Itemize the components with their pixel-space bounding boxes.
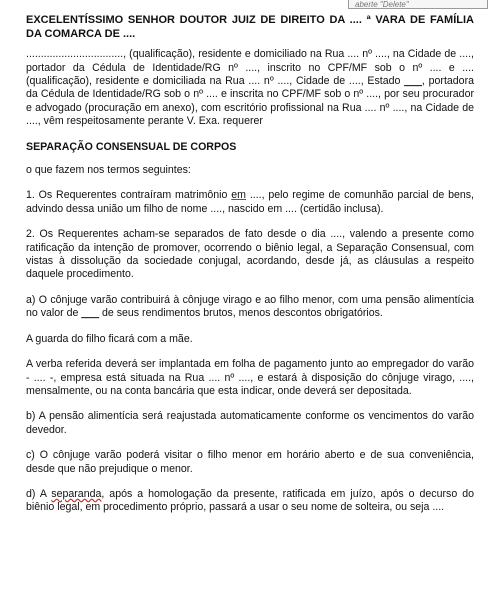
intro-paragraph bbox=[26, 48, 474, 128]
terms-intro: o que fazem nos termos seguintes: bbox=[26, 164, 191, 177]
clause-a bbox=[26, 294, 474, 321]
clause-a-blank: ___ bbox=[81, 307, 100, 320]
clause-d-text-b: , após a homologação da presente, ratificada em juízo, após o decurso do biênio legal, em procedimento próprio, passará a usar o seu nome de solteira, ou seja .... bbox=[26, 487, 474, 514]
clause-1-text-b: ...., pelo regime de comunhão parcial de bens, advindo dessa união um filho de nome ...., nascido em .... (certidão inclusa). bbox=[26, 189, 474, 215]
intro-text-1: ................................., (qualificação), residente e domiciliado na Rua .... nº ...., na Cidade de ...., portador da Cédula de Identidade/RG nº ...., inscrito no CPF/MF sob o nº .... e .... (qualificação), residente e domiciliada na Rua .... nº ...., Cidade de ...., Estado bbox=[26, 48, 474, 87]
clause-c: c) O cônjuge varão poderá visitar o filho menor em horário aberto e de sua conveniência, desde que não prejudique o menor. bbox=[26, 449, 474, 475]
intro-text-2: , portadora da Cédula de Identidade/RG sob o nº .... e inscrita no CPF/MF sob o nº ...., por seu procurador e advogado (procuração em anexo), com escritório profissional na Rua .... nº ...., na Cidade de ...., vêm respeitosamente perante V. Exa. requerer bbox=[26, 75, 474, 128]
clause-d-word: separanda bbox=[51, 487, 102, 500]
clause-1-text-a: 1. Os Requerentes contraíram matrimônio bbox=[26, 189, 232, 202]
intro-blank: ___ bbox=[404, 75, 422, 87]
section-title: SEPARAÇÃO CONSENSUAL DE CORPOS bbox=[26, 140, 237, 153]
guarda-paragraph: A guarda do filho ficará com a mãe. bbox=[26, 332, 193, 345]
clause-2: 2. Os Requerentes acham-se separados de fato desde o dia ...., valendo a presente como ratificação da intenção de promover, ocorrendo o biênio legal, a Separação Consensual, com vistas à dissolução da sociedade conjugal, acordando, desde já, as cláusulas a respeito daquele procedimento. bbox=[26, 228, 474, 281]
clause-d bbox=[26, 488, 474, 515]
verba-paragraph: A verba referida deverá ser implantada em folha de pagamento junto ao empregador do varão - .... -, empresa está situada na Rua .... nº ...., e estará à disposição do cônjuge virago, ...., mensalmente, ou na conta bancária que esta indicar, onde deverá ser depositada. bbox=[26, 358, 474, 397]
clause-a-text-a: a) O cônjuge varão contribuirá à cônjuge virago e ao filho menor, com uma pensão alimentícia no valor de bbox=[26, 293, 474, 320]
document-heading: EXCELENTÍSSIMO SENHOR DOUTOR JUIZ DE DIREITO DA .... ª VARA DE FAMÍLIA DA COMARCA DE .... bbox=[26, 14, 474, 40]
clause-b: b) A pensão alimentícia será reajustada automaticamente conforme os vencimentos do varão devedor. bbox=[26, 410, 474, 436]
clause-1 bbox=[26, 189, 474, 216]
clause-a-text-b: de seus rendimentos brutos, menos descontos obrigatórios. bbox=[99, 307, 383, 320]
document-body bbox=[26, 14, 474, 527]
clause-d-text-a: d) A bbox=[26, 487, 52, 500]
tooltip-tag: aberte "Delete" bbox=[348, 0, 488, 9]
clause-1-em: em bbox=[231, 189, 246, 202]
